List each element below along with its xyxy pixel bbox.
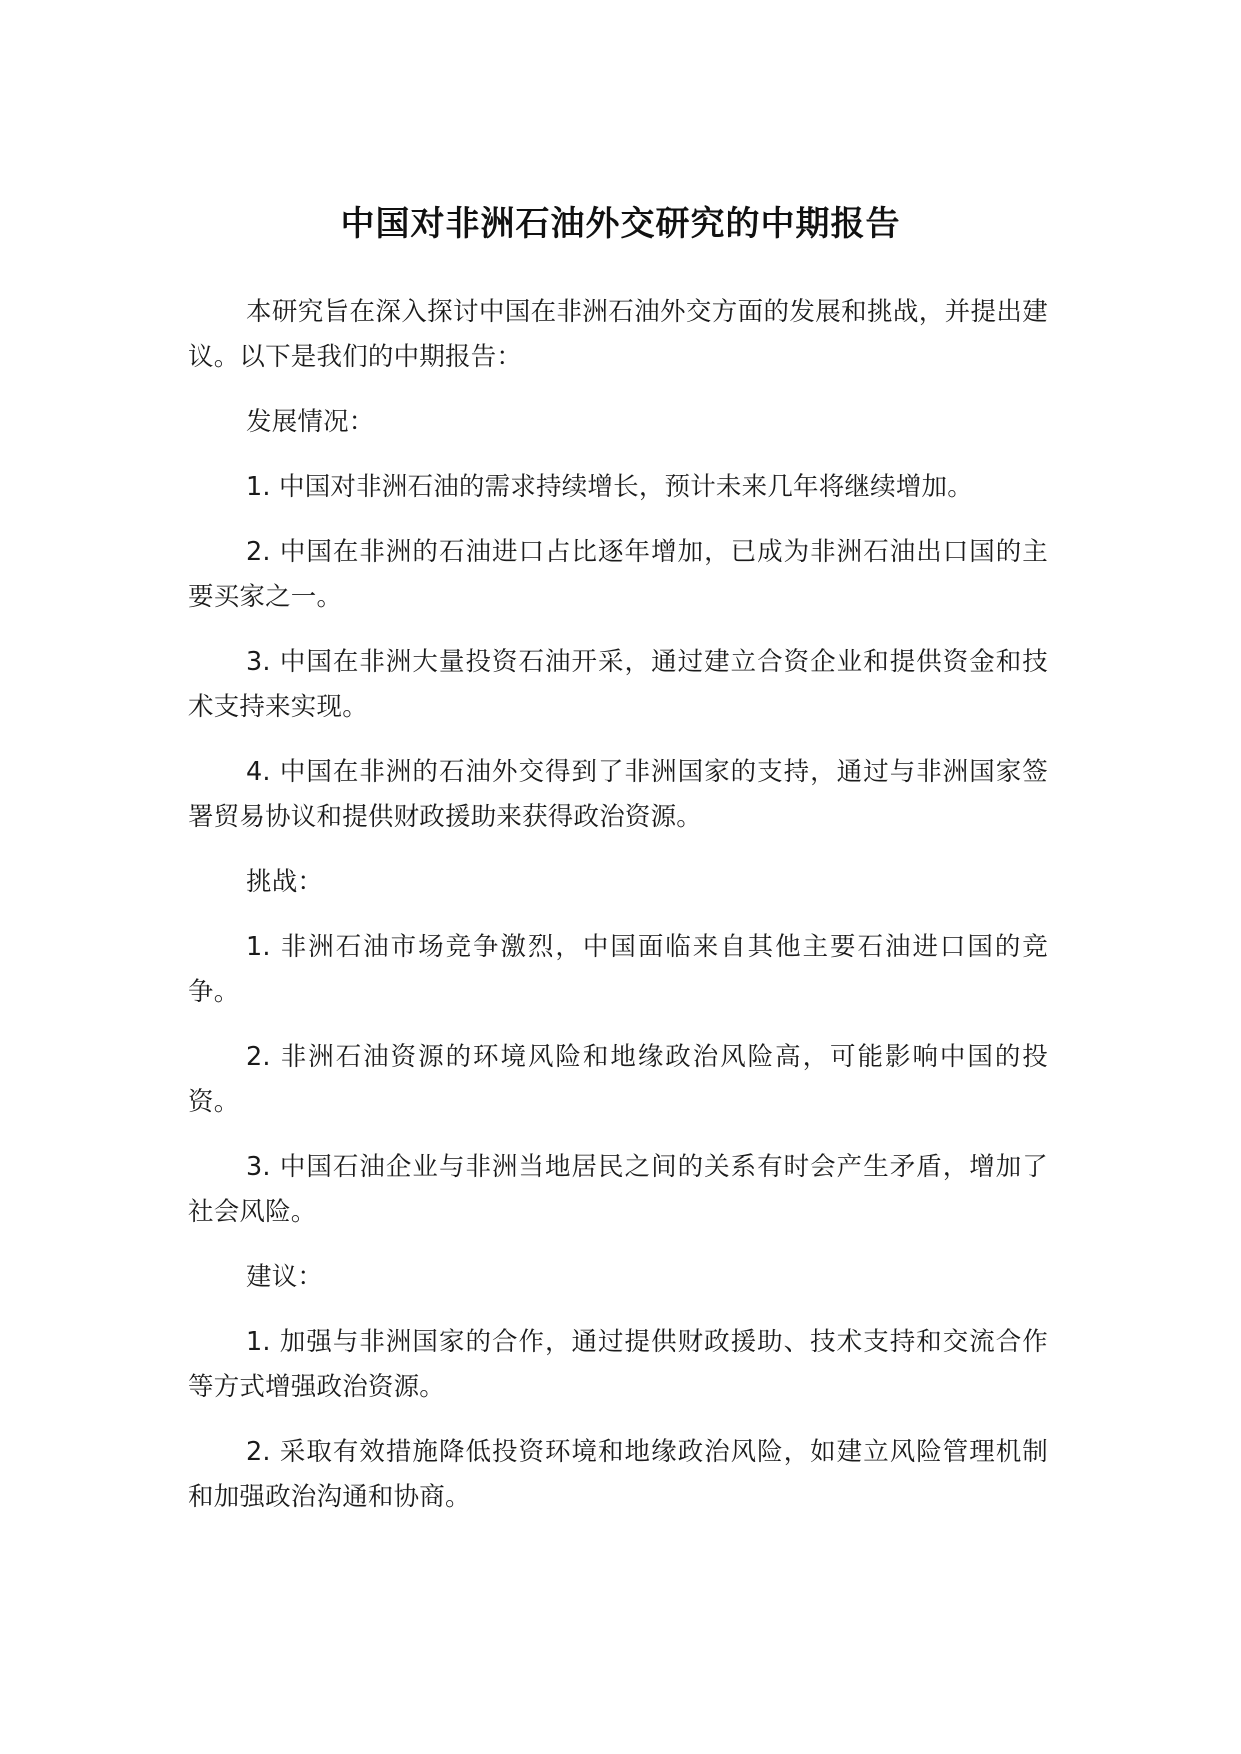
development-item-2: 2. 中国在非洲的石油进口占比逐年增加，已成为非洲石油出口国的主要买家之一。 (188, 537, 1048, 612)
document-title: 中国对非洲石油外交研究的中期报告 (340, 203, 901, 244)
recommendation-item-1: 1. 加强与非洲国家的合作，通过提供财政援助、技术支持和交流合作等方式增强政治资源。 (188, 1327, 1048, 1402)
section-heading-recommendations: 建议： (246, 1262, 324, 1292)
development-item-3: 3. 中国在非洲大量投资石油开采，通过建立合资企业和提供资金和技术支持来实现。 (188, 647, 1048, 722)
document-body (188, 290, 1048, 1540)
challenge-item-2: 2. 非洲石油资源的环境风险和地缘政治风险高，可能影响中国的投资。 (188, 1042, 1048, 1117)
development-item-1: 1. 中国对非洲石油的需求持续增长，预计未来几年将继续增加。 (246, 472, 973, 502)
challenge-item-3: 3. 中国石油企业与非洲当地居民之间的关系有时会产生矛盾，增加了社会风险。 (188, 1152, 1048, 1227)
intro-paragraph: 本研究旨在深入探讨中国在非洲石油外交方面的发展和挑战，并提出建议。以下是我们的中期报告： (188, 297, 1048, 372)
recommendation-item-2: 2. 采取有效措施降低投资环境和地缘政治风险，如建立风险管理机制和加强政治沟通和协商。 (188, 1437, 1048, 1512)
development-item-4: 4. 中国在非洲的石油外交得到了非洲国家的支持，通过与非洲国家签署贸易协议和提供财政援助来获得政治资源。 (188, 757, 1048, 832)
section-heading-challenges: 挑战： (246, 867, 324, 897)
section-heading-development: 发展情况： (246, 407, 375, 437)
challenge-item-1: 1. 非洲石油市场竞争激烈，中国面临来自其他主要石油进口国的竞争。 (188, 932, 1048, 1007)
